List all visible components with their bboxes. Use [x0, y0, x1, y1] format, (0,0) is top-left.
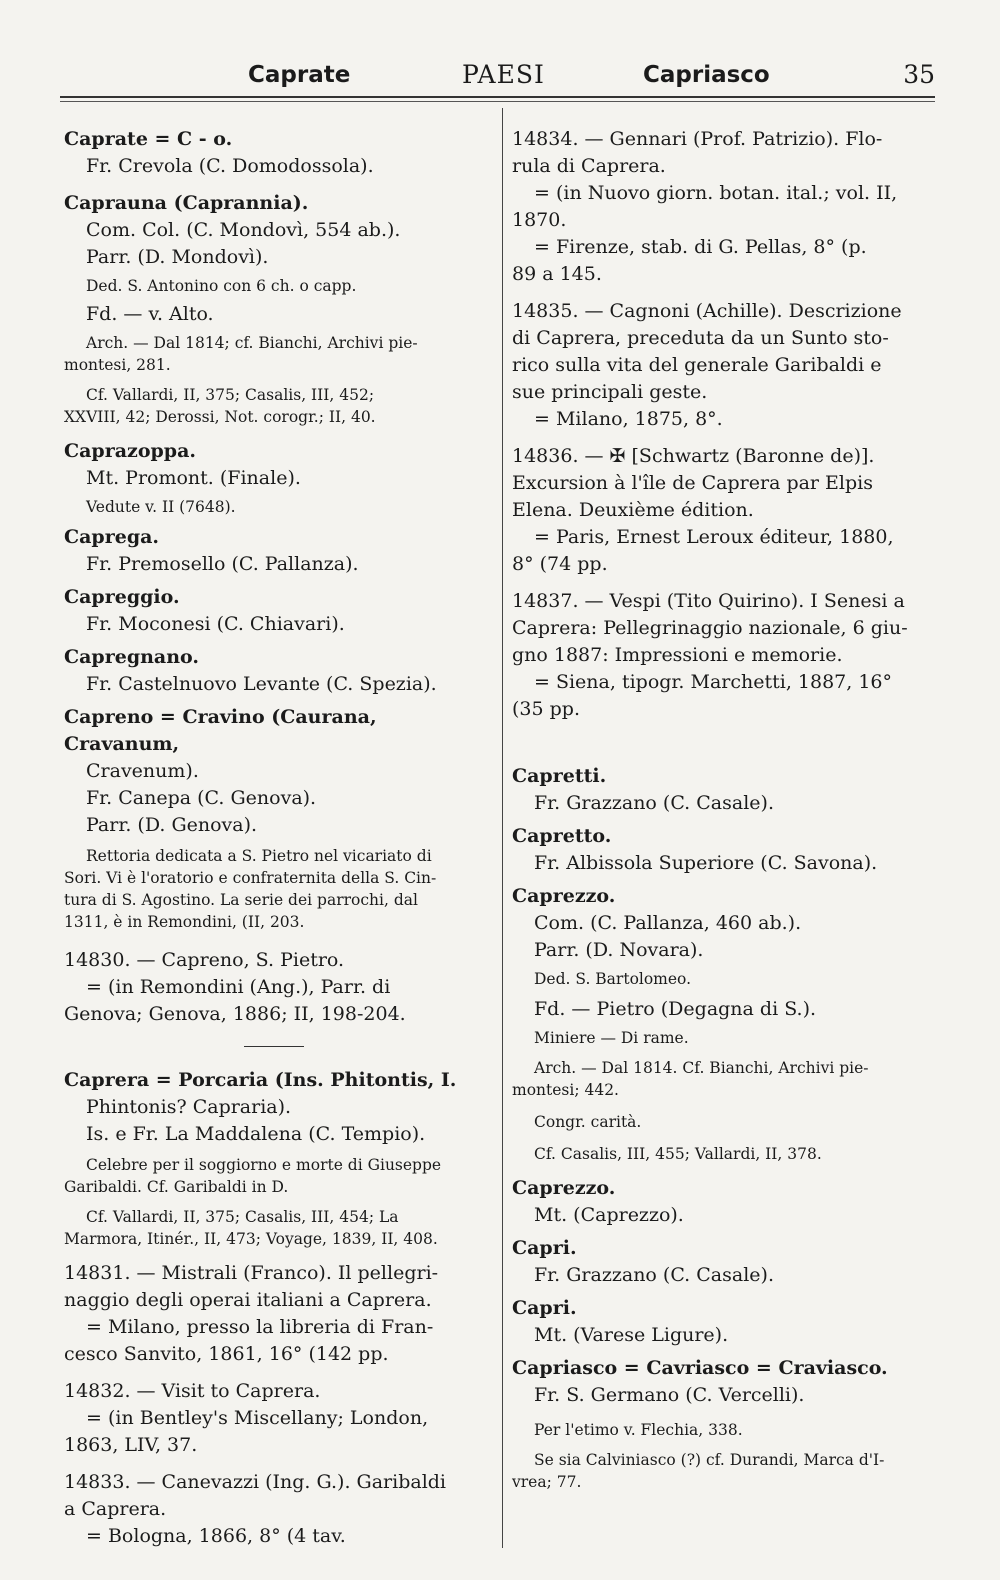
- bib-line: = (in Remondini (Ang.), Parr. di: [86, 976, 391, 998]
- entry-line: Fr. S. Germano (C. Vercelli).: [534, 1384, 805, 1406]
- entry-note: Cf. Casalis, III, 455; Vallardi, II, 378.: [534, 1145, 822, 1163]
- bib-line: = Firenze, stab. di G. Pellas, 8° (p.: [534, 236, 867, 258]
- bib-line: a Caprera.: [64, 1498, 167, 1520]
- entry-note: tura di S. Agostino. La serie dei parrochi, dal: [64, 891, 418, 909]
- entry-line: Is. e Fr. La Maddalena (C. Tempio).: [86, 1123, 426, 1145]
- entry-note: vrea; 77.: [512, 1473, 582, 1491]
- entry-note: Se sia Calviniasco (?) cf. Durandi, Marca d'I-: [534, 1451, 885, 1469]
- left-column: [64, 126, 484, 1550]
- entry-line: Fr. Moconesi (C. Chiavari).: [86, 613, 345, 635]
- entry-line: Fr. Canepa (C. Genova).: [86, 787, 317, 809]
- bib-line: Excursion à l'île de Caprera par Elpis: [512, 472, 873, 494]
- entry-line: Mt. Promont. (Finale).: [86, 467, 301, 489]
- entry-capreggio: Capreggio.: [64, 586, 180, 608]
- section-separator: [244, 1046, 304, 1047]
- entry-note: Cf. Vallardi, II, 375; Casalis, III, 454; La: [86, 1208, 399, 1226]
- bib-line: = Paris, Ernest Leroux éditeur, 1880,: [534, 526, 894, 548]
- bib-line: di Caprera, preceduta da un Sunto sto-: [512, 327, 889, 349]
- bib-line: = Siena, tipogr. Marchetti, 1887, 16°: [534, 671, 893, 693]
- header-right-word: Capriasco: [643, 62, 770, 88]
- column-divider: [502, 108, 503, 1548]
- entry-line: Mt. (Varese Ligure).: [534, 1324, 729, 1346]
- right-column: [512, 126, 937, 1493]
- bib-line: naggio degli operai italiani a Caprera.: [64, 1289, 432, 1311]
- entry-caprera: Caprera = Porcaria (Ins. Phitontis, I.: [64, 1069, 457, 1091]
- header-left-word: Caprate: [248, 62, 351, 88]
- bib-line: rula di Caprera.: [512, 155, 666, 177]
- bib-line: 89 a 145.: [512, 263, 602, 285]
- entry-line: Parr. (D. Mondovì).: [86, 246, 269, 268]
- entry-line: Fd. — v. Alto.: [86, 303, 214, 325]
- entry-note: Celebre per il soggiorno e morte di Giuseppe: [86, 1156, 442, 1174]
- entry-line: Fr. Castelnuovo Levante (C. Spezia).: [86, 673, 437, 695]
- bib-line: Caprera: Pellegrinaggio nazionale, 6 giu-: [512, 617, 908, 639]
- bib-line: 1870.: [512, 209, 567, 231]
- entry-note: Arch. — Dal 1814. Cf. Bianchi, Archivi pie-: [534, 1059, 869, 1077]
- entry-caprezzo-mt: Caprezzo.: [512, 1177, 616, 1199]
- bib-line: = Bologna, 1866, 8° (4 tav.: [86, 1525, 346, 1547]
- entry-caprega: Caprega.: [64, 526, 160, 548]
- bib-line: (35 pp.: [512, 698, 580, 720]
- bib-line: Genova; Genova, 1886; II, 198-204.: [64, 1003, 406, 1025]
- bib-14836: 14836. — ✠ [Schwartz (Baronne de)].: [512, 445, 875, 467]
- entry-note: Ded. S. Antonino con 6 ch. o capp.: [86, 277, 357, 295]
- bib-14830: 14830. — Capreno, S. Pietro.: [64, 949, 345, 971]
- bib-14831: 14831. — Mistrali (Franco). Il pellegri-: [64, 1262, 439, 1284]
- entry-line: Com. (C. Pallanza, 460 ab.).: [534, 912, 802, 934]
- entry-line: Fr. Grazzano (C. Casale).: [534, 792, 774, 814]
- header-rule-thin: [60, 101, 935, 102]
- entry-note: Rettoria dedicata a S. Pietro nel vicariato di: [86, 847, 432, 865]
- bib-line: gno 1887: Impressioni e memorie.: [512, 644, 843, 666]
- entry-line: Phintonis? Capraria).: [86, 1096, 292, 1118]
- entry-capri-mt: Capri.: [512, 1297, 577, 1319]
- header-section: PAESI: [462, 60, 545, 89]
- entry-capreno: Capreno = Cravino (Caurana, Cravanum,: [64, 706, 377, 755]
- bib-14837: 14837. — Vespi (Tito Quirino). I Senesi a: [512, 590, 905, 612]
- entry-line: Fr. Crevola (C. Domodossola).: [86, 155, 374, 177]
- entry-note: XXVIII, 42; Derossi, Not. corogr.; II, 40.: [64, 408, 376, 426]
- entry-line: Parr. (D. Novara).: [534, 939, 704, 961]
- entry-note: Marmora, Itinér., II, 473; Voyage, 1839, II, 408.: [64, 1230, 438, 1248]
- entry-line: Fd. — Pietro (Degagna di S.).: [534, 998, 817, 1020]
- entry-note: Sori. Vi è l'oratorio e confraternita della S. Cin-: [64, 869, 437, 887]
- entry-note: montesi, 281.: [64, 356, 171, 374]
- entry-capregnano: Capregnano.: [64, 646, 199, 668]
- entry-line: Fr. Grazzano (C. Casale).: [534, 1264, 774, 1286]
- bib-14835: 14835. — Cagnoni (Achille). Descrizione: [512, 300, 902, 322]
- bib-line: = (in Bentley's Miscellany; London,: [86, 1407, 429, 1429]
- bib-line: cesco Sanvito, 1861, 16° (142 pp.: [64, 1343, 389, 1365]
- entry-line: Mt. (Caprezzo).: [534, 1204, 684, 1226]
- entry-note: Miniere — Di rame.: [534, 1029, 689, 1047]
- running-header: [60, 58, 935, 98]
- entry-caprauna: Caprauna (Caprannia).: [64, 192, 309, 214]
- entry-caprate: Caprate = C - o.: [64, 128, 233, 150]
- bib-14834: 14834. — Gennari (Prof. Patrizio). Flo-: [512, 128, 883, 150]
- entry-caprezzo: Caprezzo.: [512, 885, 616, 907]
- bib-line: = Milano, presso la libreria di Fran-: [86, 1316, 434, 1338]
- entry-note: Per l'etimo v. Flechia, 338.: [534, 1421, 743, 1439]
- bib-line: Elena. Deuxième édition.: [512, 499, 754, 521]
- entry-capretto: Capretto.: [512, 825, 612, 847]
- entry-note: Arch. — Dal 1814; cf. Bianchi, Archivi pie-: [86, 334, 418, 352]
- entry-note: Garibaldi. Cf. Garibaldi in D.: [64, 1178, 289, 1196]
- entry-capretti: Capretti.: [512, 765, 607, 787]
- header-rule: [60, 96, 935, 98]
- bib-line: rico sulla vita del generale Garibaldi e: [512, 354, 882, 376]
- entry-note: montesi; 442.: [512, 1081, 619, 1099]
- bib-line: = (in Nuovo giorn. botan. ital.; vol. II,: [534, 182, 898, 204]
- entry-note: Vedute v. II (7648).: [86, 498, 236, 516]
- entry-note: Cf. Vallardi, II, 375; Casalis, III, 452;: [86, 386, 375, 404]
- entry-caprazoppa: Caprazoppa.: [64, 440, 196, 462]
- entry-note: Congr. carità.: [534, 1113, 642, 1131]
- bib-line: = Milano, 1875, 8°.: [534, 408, 723, 430]
- bib-14832: 14832. — Visit to Caprera.: [64, 1380, 321, 1402]
- bib-14833: 14833. — Canevazzi (Ing. G.). Garibaldi: [64, 1471, 447, 1493]
- entry-note: Ded. S. Bartolomeo.: [534, 970, 692, 988]
- entry-line: Fr. Albissola Superiore (C. Savona).: [534, 852, 878, 874]
- entry-line: Cravenum).: [86, 760, 199, 782]
- entry-line: Parr. (D. Genova).: [86, 814, 258, 836]
- bib-line: sue principali geste.: [512, 381, 708, 403]
- entry-capriasco: Capriasco = Cavriasco = Craviasco.: [512, 1357, 888, 1379]
- entry-line: Com. Col. (C. Mondovì, 554 ab.).: [86, 219, 401, 241]
- entry-note: 1311, è in Remondini, (II, 203.: [64, 913, 305, 931]
- entry-capri: Capri.: [512, 1237, 577, 1259]
- bib-line: 1863, LIV, 37.: [64, 1434, 198, 1456]
- entry-line: Fr. Premosello (C. Pallanza).: [86, 553, 359, 575]
- bib-line: 8° (74 pp.: [512, 553, 608, 575]
- page-number: 35: [903, 60, 935, 89]
